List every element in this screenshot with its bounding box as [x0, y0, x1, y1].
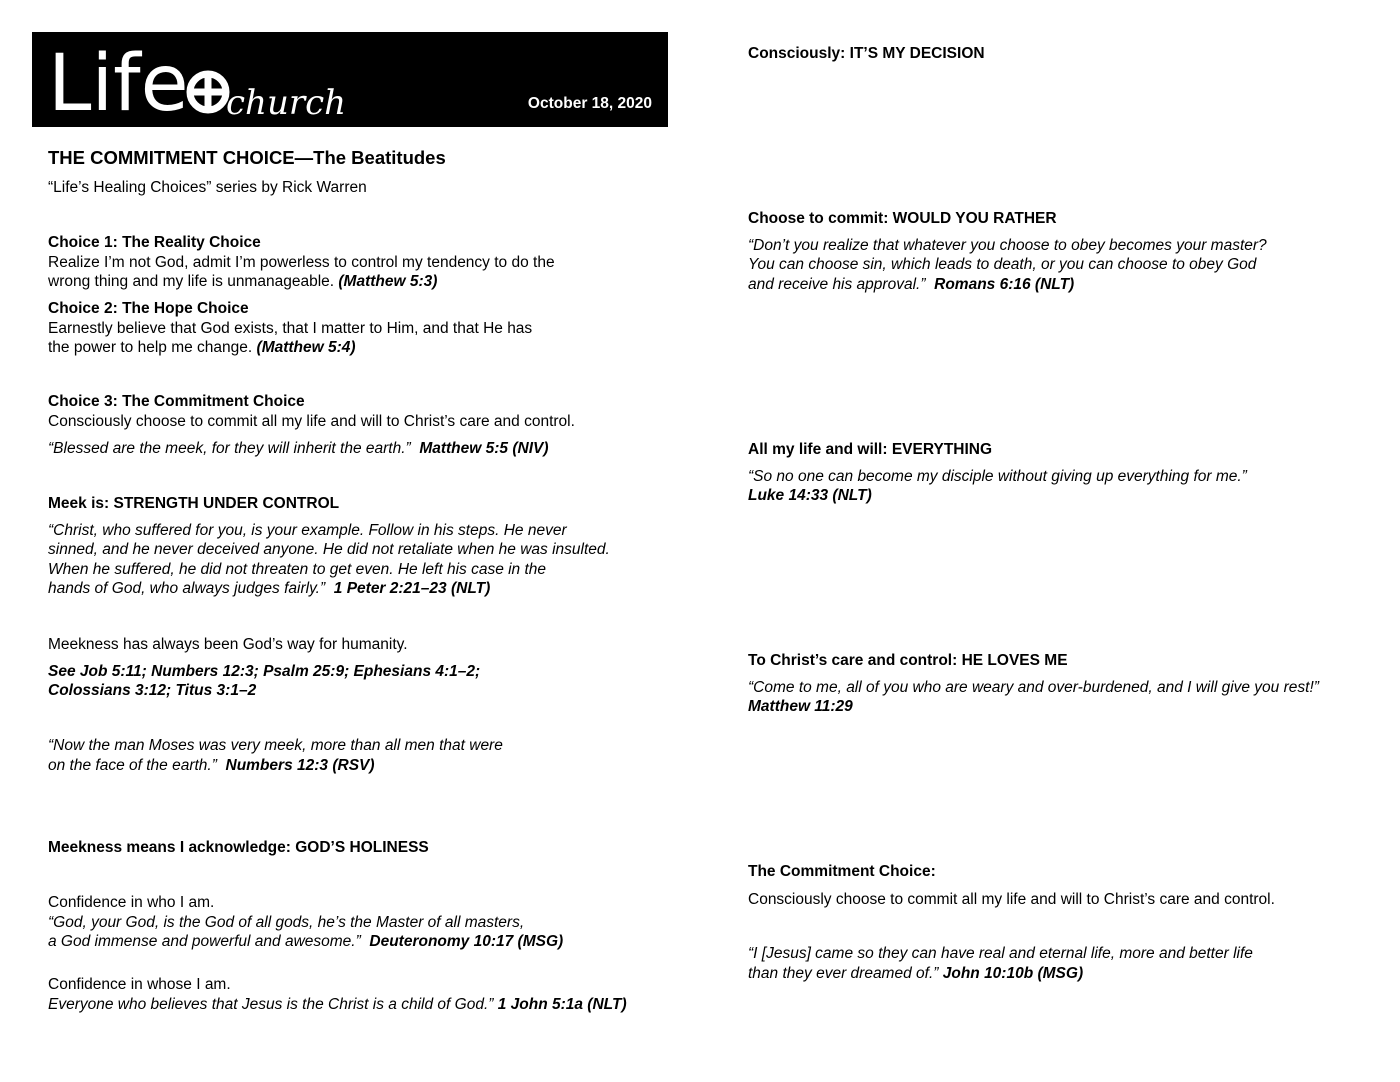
meekness-way-block — [48, 635, 480, 701]
acknowledge-block — [48, 838, 429, 858]
summary-text: Consciously choose to commit all my life and will to Christ’s care and control. — [748, 890, 1275, 908]
choice-1-text: Realize I’m not God, admit I’m powerless to control my tendency to do the — [48, 253, 555, 271]
meek-verse-line: When he suffered, he did not threaten to get even. He left his case in the — [48, 560, 547, 578]
meekness-refs-1: See Job 5:11; Numbers 12:3; Psalm 25:9; Ephesians 4:1–2; — [48, 662, 481, 680]
meek-is-label: Meek is: — [48, 495, 114, 512]
confidence-whose-line-1: Everyone who believes that Jesus is the Christ is a child of God.” — [48, 995, 494, 1013]
confidence-who-line-1: “God, your God, is the God of all gods, he’s the Master of all masters, — [48, 913, 525, 931]
choice-1-heading: Choice 1: The Reality Choice — [48, 234, 261, 251]
meek-verse-line: sinned, and he never deceived anyone. He did not retaliate when he was insulted. — [48, 541, 610, 558]
choice-1-text-2: wrong thing and my life is unmanageable. — [48, 273, 335, 290]
summary-block — [748, 862, 1275, 909]
logo-cross-icon — [190, 74, 226, 110]
verse-meek-inherit-text: “Blessed are the meek, for they will inherit the earth.” — [48, 440, 411, 457]
all-life-ref: Luke 14:33 (NLT) — [748, 487, 872, 504]
meek-is-answer: STRENGTH UNDER CONTROL — [113, 495, 340, 512]
choose-commit-label: Choose to commit: — [748, 210, 893, 227]
service-date: October 18, 2020 — [527, 95, 652, 112]
moses-verse — [48, 736, 503, 775]
meekness-refs-2: Colossians 3:12; Titus 3:1–2 — [48, 682, 257, 699]
series-subtitle: “Life’s Healing Choices” series by Rick Warren — [48, 179, 367, 196]
acknowledge-label: Meekness means I acknowledge: — [48, 839, 296, 856]
choose-commit-block — [748, 209, 1267, 294]
confidence-whose-intro: Confidence in whose I am. — [48, 976, 231, 993]
christ-care-block — [748, 651, 1319, 717]
choice-1-block — [48, 233, 555, 292]
all-life-block — [748, 440, 1247, 506]
moses-verse-line-1: “Now the man Moses was very meek, more than all men that were — [48, 737, 503, 754]
life-church-logo — [48, 34, 347, 129]
choose-commit-answer: WOULD YOU RATHER — [892, 210, 1057, 227]
choice-2-text: Earnestly believe that God exists, that I matter to Him, and that He has — [48, 319, 533, 337]
logo-script: church — [226, 83, 347, 123]
summary-verse-ref: John 10:10b (MSG) — [942, 964, 1084, 982]
summary-label: The Commitment Choice: — [748, 863, 936, 880]
choice-3-heading: Choice 3: The Commitment Choice — [48, 393, 305, 410]
choice-1-ref: (Matthew 5:3) — [338, 273, 438, 290]
confidence-who-block — [48, 893, 563, 952]
confidence-whose-block — [48, 975, 627, 1014]
choose-verse-line-1: “Don’t you realize that whatever you choose to obey becomes your master? — [748, 236, 1267, 254]
christ-care-answer: HE LOVES ME — [961, 652, 1068, 669]
meek-verse-line: “Christ, who suffered for you, is your example. Follow in his steps. He never — [48, 521, 567, 539]
choose-verse-ref: Romans 6:16 (NLT) — [934, 275, 1075, 293]
confidence-who-line-2: a God immense and powerful and awesome.” — [48, 933, 361, 950]
confidence-who-intro: Confidence in who I am. — [48, 894, 215, 911]
all-life-answer: EVERYTHING — [891, 441, 993, 458]
confidence-who-ref: Deuteronomy 10:17 (MSG) — [369, 933, 564, 950]
christ-care-verse: “Come to me, all of you who are weary and over-burdened, and I will give you rest!” — [748, 678, 1319, 696]
christ-care-label: To Christ’s care and control: — [748, 652, 962, 669]
choice-3-text: Consciously choose to commit all my life and will to Christ’s care and control. — [48, 412, 575, 430]
choice-3-block — [48, 392, 575, 431]
consciously-block — [748, 44, 985, 64]
choice-2-text-2: the power to help me change. — [48, 339, 253, 356]
choice-2-heading: Choice 2: The Hope Choice — [48, 300, 249, 317]
logo-word: Life — [48, 39, 189, 129]
header-banner — [32, 32, 668, 127]
choose-verse-line-3: and receive his approval.” — [748, 275, 926, 293]
verse-meek-inherit — [48, 439, 549, 459]
moses-verse-line-2: on the face of the earth.” — [48, 756, 217, 774]
acknowledge-answer: GOD’S HOLINESS — [295, 839, 429, 856]
meekness-way-text: Meekness has always been God’s way for humanity. — [48, 636, 408, 653]
choose-verse-line-2: You can choose sin, which leads to death, or you can choose to obey God — [748, 256, 1257, 273]
summary-verse — [748, 944, 1253, 983]
christ-care-ref: Matthew 11:29 — [748, 698, 853, 715]
page-title: THE COMMITMENT CHOICE—The Beatitudes — [48, 147, 446, 168]
consciously-answer: IT’S MY DECISION — [849, 45, 985, 62]
verse-meek-inherit-ref: Matthew 5:5 (NIV) — [419, 440, 549, 457]
choice-2-block — [48, 299, 532, 358]
meek-verse-line: hands of God, who always judges fairly.” — [48, 580, 326, 597]
all-life-verse: “So no one can become my disciple without giving up everything for me.” — [748, 467, 1247, 485]
meek-is-block — [48, 494, 610, 599]
summary-verse-line-1: “I [Jesus] came so they can have real and eternal life, more and better life — [748, 945, 1253, 962]
moses-verse-ref: Numbers 12:3 (RSV) — [225, 756, 375, 774]
meek-verse-ref: 1 Peter 2:21–23 (NLT) — [333, 580, 491, 597]
consciously-label: Consciously: — [748, 45, 850, 62]
all-life-label: All my life and will: — [748, 441, 892, 458]
summary-verse-line-2: than they ever dreamed of.” — [748, 964, 939, 982]
confidence-whose-ref: 1 John 5:1a (NLT) — [497, 995, 627, 1013]
choice-2-ref: (Matthew 5:4) — [256, 339, 356, 356]
